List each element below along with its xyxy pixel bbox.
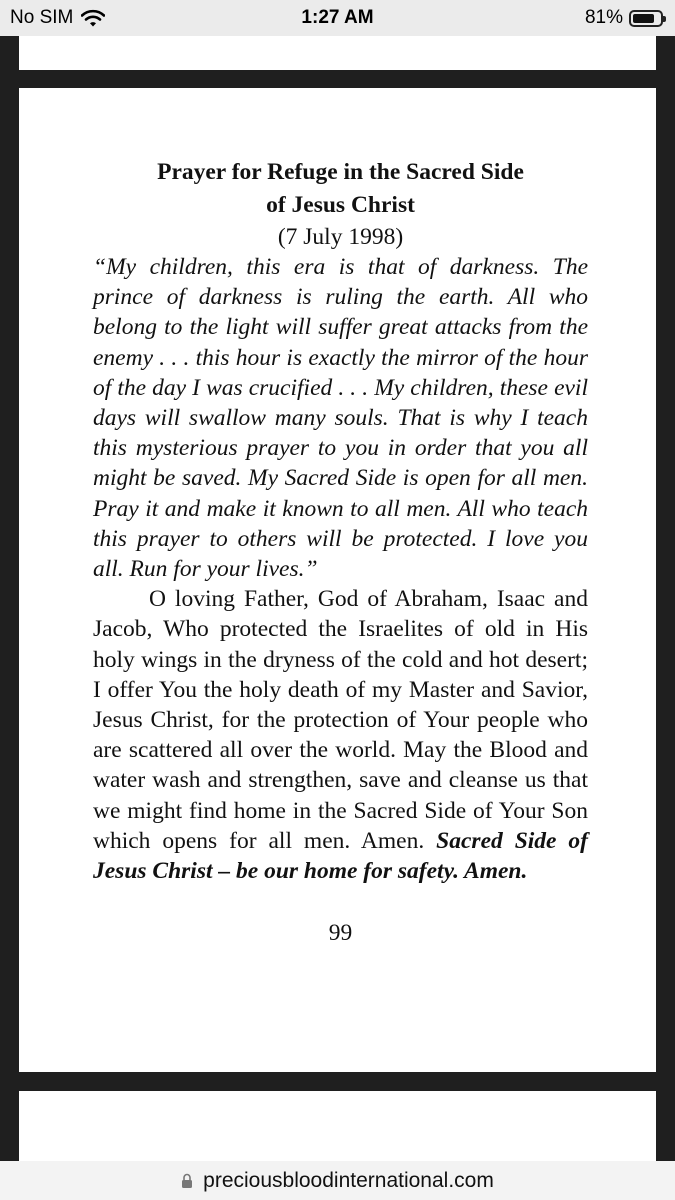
battery-nub: [663, 16, 666, 22]
battery-icon: [629, 10, 663, 27]
battery-percent: 81%: [584, 7, 623, 28]
page-date: (7 July 1998): [277, 224, 404, 250]
quote-paragraph: “My children, this era is that of darkness. The prince of darkness is ruling the earth. All who belong to the light will suffer great attacks from the enemy . . . this hour is exactly the mirror of the hour of the day I was crucified . . . My children, these evil days will swallow many souls. That is why I teach this mysterious prayer to you in order that you all might be saved. My Sacred Side is open for all men. Pray it and make it known to all men. All who teach this prayer to others will be protected. I love you all. Run for your lives.”: [93, 254, 588, 583]
battery-fill: [633, 14, 654, 23]
title-line-2: of Jesus Christ: [266, 192, 415, 218]
status-right: [585, 7, 663, 29]
lock-icon: [181, 1173, 193, 1188]
next-page-edge: [19, 1091, 656, 1161]
book-page: [19, 88, 656, 1072]
prayer-paragraph: [93, 584, 588, 886]
url-text[interactable]: preciousbloodinternational.com: [203, 1168, 494, 1192]
url-bar[interactable]: [0, 1161, 675, 1200]
prayer-ending: Sacred Side of Jesus Christ – be our home for safety. Amen.: [93, 827, 588, 885]
title-line-1: Prayer for Refuge in the Sacred Side: [157, 159, 524, 185]
book-text: [93, 156, 588, 948]
previous-page-edge: [19, 36, 656, 70]
status-bar: [0, 0, 675, 36]
page-title: [93, 156, 588, 222]
page-number: 99: [328, 920, 353, 947]
prayer-body: O loving Father, God of Abraham, Isaac and Jacob, Who protected the Israelites of old in His holy wings in the dryness of the cold and hot desert; I offer You the holy death of my Master and Savior, Jesus Christ, for the protection of Your people who are scattered all over the world. May the Blood and water wash and strengthen, save and cleanse us that we might find home in the Sacred Side of Your Son which opens for all men. Amen.: [93, 586, 588, 854]
carrier-label: No SIM: [10, 7, 74, 28]
status-time: 1:27 AM: [301, 7, 374, 28]
